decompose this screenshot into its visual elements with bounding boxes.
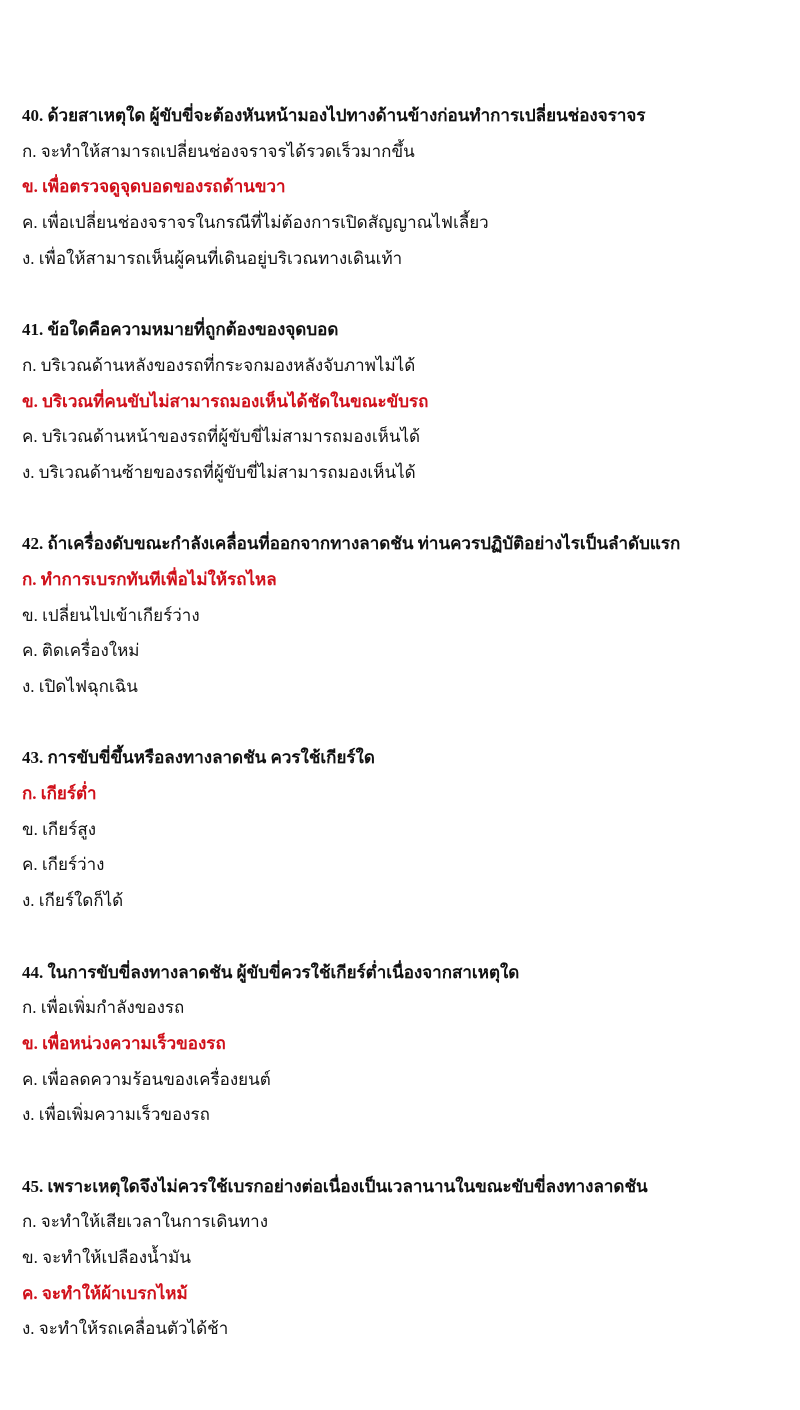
question-stem: 45. เพราะเหตุใดจึงไม่ควรใช้เบรกอย่างต่อเนื่องเป็นเวลานานในขณะขับขี่ลงทางลาดชัน (22, 1176, 648, 1196)
answer-option: ข. เปลี่ยนไปเข้าเกียร์ว่าง (22, 605, 200, 625)
answer-option: ค. เพื่อเปลี่ยนช่องจราจรในกรณีที่ไม่ต้องการเปิดสัญญาณไฟเลี้ยว (22, 213, 489, 233)
correct-answer-option: ก. ทำการเบรกทันทีเพื่อไม่ให้รถไหล (22, 569, 277, 589)
question-stem: 43. การขับขี่ขึ้นหรือลงทางลาดชัน ควรใช้เกียร์ใด (22, 748, 375, 768)
quiz-document (22, 98, 790, 1383)
answer-option: ง. บริเวณด้านซ้ายของรถที่ผู้ขับขี่ไม่สามารถมองเห็นได้ (22, 462, 416, 482)
answer-option: ง. เกียร์ใดก็ได้ (22, 891, 124, 911)
correct-answer-option: ข. บริเวณที่คนขับไม่สามารถมองเห็นได้ชัดในขณะขับรถ (22, 391, 429, 411)
answer-option: ก. จะทำให้เสียเวลาในการเดินทาง (22, 1212, 269, 1232)
question-stem: 40. ด้วยสาเหตุใด ผู้ขับขี่จะต้องหันหน้ามองไปทางด้านข้างก่อนทำการเปลี่ยนช่องจราจร (22, 106, 646, 125)
answer-option: ง. เปิดไฟฉุกเฉิน (22, 677, 138, 696)
answer-option: ข. จะทำให้เปลืองน้ำมัน (22, 1248, 191, 1267)
answer-option: ค. ติดเครื่องใหม่ (22, 641, 140, 661)
question-block (22, 1169, 790, 1347)
answer-option: ก. เพื่อเพิ่มกำลังของรถ (22, 998, 185, 1018)
answer-option: ง. จะทำให้รถเคลื่อนตัวได้ช้า (22, 1319, 229, 1339)
question-block (22, 740, 790, 918)
question-stem: 44. ในการขับขี่ลงทางลาดชัน ผู้ขับขี่ควรใช้เกียร์ต่ำเนื่องจากสาเหตุใด (22, 962, 520, 982)
correct-answer-option: ข. เพื่อตรวจดูจุดบอดของรถด้านขวา (22, 177, 286, 197)
answer-option: ก. จะทำให้สามารถเปลี่ยนช่องจราจรได้รวดเร็วมากขึ้น (22, 141, 415, 161)
correct-answer-option: ค. จะทำให้ผ้าเบรกไหม้ (22, 1283, 188, 1303)
answer-option: ค. เกียร์ว่าง (22, 855, 105, 875)
question-stem: 42. ถ้าเครื่องดับขณะกำลังเคลื่อนที่ออกจากทางลาดชัน ท่านควรปฏิบัติอย่างไรเป็นลำดับแรก (22, 534, 681, 554)
answer-option: ค. บริเวณด้านหน้าของรถที่ผู้ขับขี่ไม่สามารถมองเห็นได้ (22, 427, 421, 447)
answer-option: ง. เพื่อเพิ่มความเร็วของรถ (22, 1105, 210, 1125)
answer-option: ค. เพื่อลดความร้อนของเครื่องยนต์ (22, 1069, 271, 1089)
correct-answer-option: ข. เพื่อหน่วงความเร็วของรถ (22, 1033, 226, 1053)
question-block (22, 98, 790, 276)
question-stem: 41. ข้อใดคือความหมายที่ถูกต้องของจุดบอด (22, 320, 339, 340)
correct-answer-option: ก. เกียร์ต่ำ (22, 784, 97, 804)
answer-option: ข. เกียร์สูง (22, 819, 96, 839)
question-block (22, 955, 790, 1133)
question-block (22, 526, 790, 704)
question-block (22, 312, 790, 490)
answer-option: ง. เพื่อให้สามารถเห็นผู้คนที่เดินอยู่บริเวณทางเดินเท้า (22, 248, 403, 268)
answer-option: ก. บริเวณด้านหลังของรถที่กระจกมองหลังจับภาพไม่ได้ (22, 355, 416, 375)
